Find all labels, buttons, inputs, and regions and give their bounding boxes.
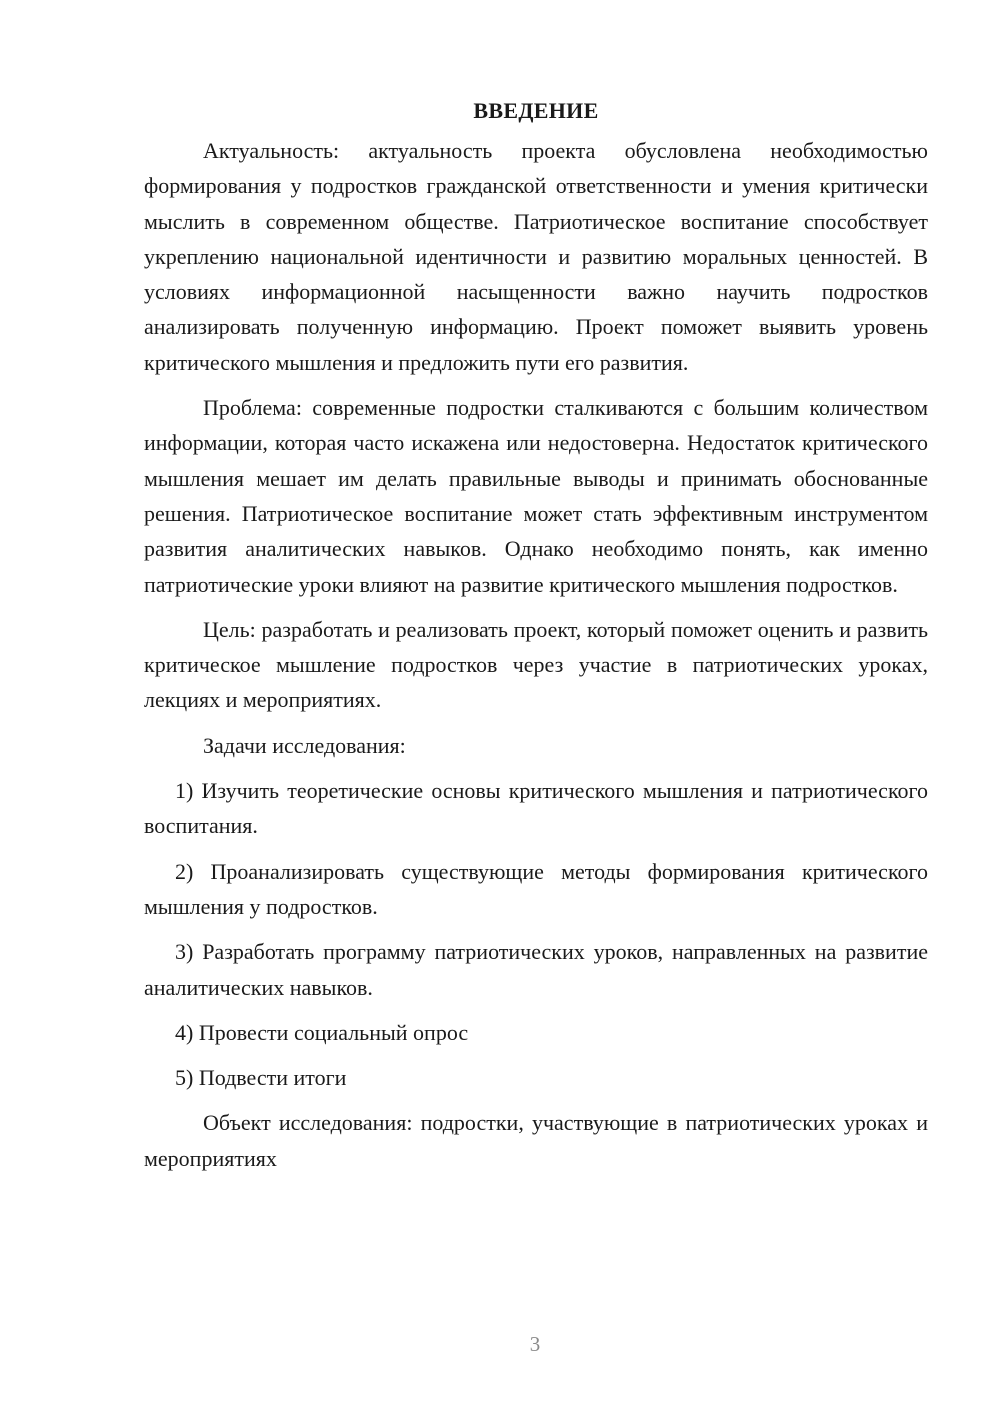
task-item-4: 4) Провести социальный опрос	[175, 1019, 469, 1045]
relevance-paragraph: Актуальность: актуальность проекта обусловлена необходимостью формирования у подростков гражданской ответственности и умения критически мыслить в современном обществе. Патриотическое воспитание способствует укреплению национальной идентичности и развитию моральных ценностей. В условиях информационной насыщенности важно научить подростков анализировать полученную информацию. Проект поможет выявить уровень критического мышления и предложить пути его развития.	[144, 138, 928, 375]
object-paragraph: Объект исследования: подростки, участвующие в патриотических уроках и мероприятиях	[144, 1110, 928, 1171]
task-item-1: 1) Изучить теоретические основы критического мышления и патриотического воспитания.	[144, 778, 928, 839]
task-item-3: 3) Разработать программу патриотических уроков, направленных на развитие аналитических навыков.	[144, 939, 928, 1000]
task-item-5: 5) Подвести итоги	[175, 1065, 347, 1091]
tasks-heading: Задачи исследования:	[203, 732, 406, 758]
page-number: 3	[529, 1332, 541, 1356]
problem-paragraph: Проблема: современные подростки сталкиваются с большим количеством информации, которая часто искажена или недостоверна. Недостаток критического мышления мешает им делать правильные выводы и принимать обоснованные решения. Патриотическое воспитание может стать эффективным инструментом развития аналитических навыков. Однако необходимо понять, как именно патриотические уроки влияют на развитие критического мышления подростков.	[144, 395, 928, 597]
document-page	[144, 96, 928, 1186]
page-title: ВВЕДЕНИЕ	[473, 98, 599, 123]
goal-paragraph: Цель: разработать и реализовать проект, который поможет оценить и развить критическое мышление подростков через участие в патриотических уроках, лекциях и мероприятиях.	[144, 616, 928, 713]
task-item-2: 2) Проанализировать существующие методы формирования критического мышления у подростков.	[144, 858, 928, 919]
